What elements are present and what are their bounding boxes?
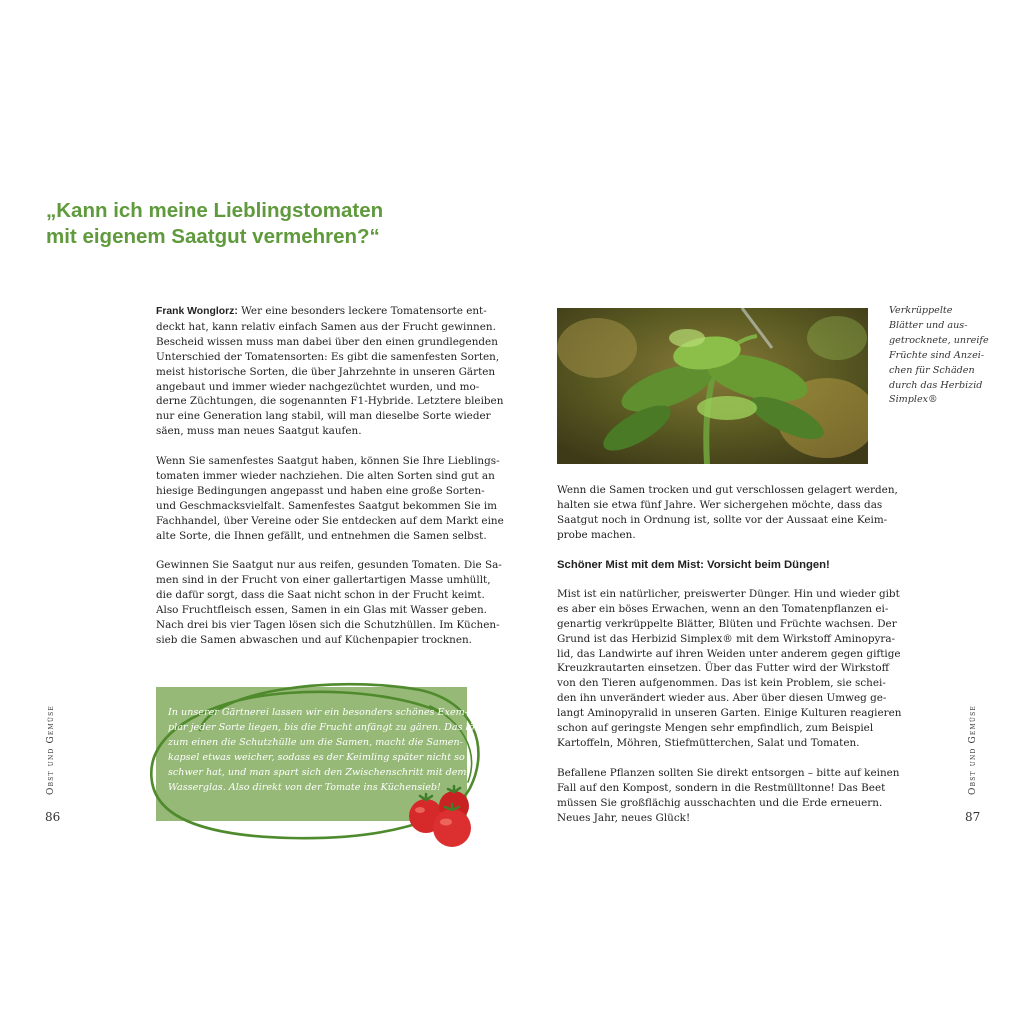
text-line: Gewinnen Sie Saatgut nur aus reifen, gesunden Tomaten. Die Sa- xyxy=(156,559,502,572)
text-line: genartig verkrüppelte Blätter, Blüten und Früchte wachsen. Der xyxy=(557,617,897,630)
text-line: deckt hat, kann relativ einfach Samen aus der Frucht gewinnen. xyxy=(156,320,496,333)
text-line: es aber ein böses Erwachen, wenn an den Tomatenpflanzen ei- xyxy=(557,602,889,615)
text-line: lid, das Landwirte auf ihren Weiden unter anderem gegen giftige xyxy=(557,647,901,660)
text-line: schon auf geringste Mengen sehr empfindlich, zum Beispiel xyxy=(557,722,874,735)
caption-line: Früchte sind Anzei- xyxy=(889,349,985,361)
text-line: angebaut und immer wieder nachgezüchtet wurden, und mo- xyxy=(156,380,480,393)
speaker-name: Frank Wonglorz: xyxy=(156,306,238,317)
paragraph xyxy=(557,587,902,751)
text-line: derne Züchtungen, die sogenannten F1-Hybride. Letztere bleiben xyxy=(156,395,504,408)
caption-line: Verkrüppelte xyxy=(889,305,953,316)
text-line: schwer hat, und man spart sich den Zwischenschritt mit dem xyxy=(168,767,467,779)
text-line: halten sie etwa fünf Jahre. Wer sichergehen möchte, dass das xyxy=(557,498,883,511)
tip-text xyxy=(168,705,484,796)
caption-line: chen für Schäden xyxy=(889,364,975,376)
text-line: müssen Sie großflächig ausschachten und die Erde erneuern. xyxy=(557,796,883,809)
tomato-plant-photo xyxy=(557,308,868,464)
text-line: Unterschied der Tomatensorten: Es gibt die samenfesten Sorten, xyxy=(156,350,500,363)
text-line: meist historische Sorten, die über Jahrzehnte in unseren Gärten xyxy=(156,365,496,378)
caption-line: getrocknete, unreife xyxy=(889,334,989,346)
text-line: probe machen. xyxy=(557,528,636,541)
caption-line: Blätter und aus- xyxy=(889,319,968,331)
title-line: „Kann ich meine Lieblingstomaten xyxy=(46,199,384,222)
text-line: In unserer Gärtnerei lassen wir ein besonders schönes Exem- xyxy=(168,707,468,718)
text-line xyxy=(156,304,487,320)
page-number-left: 86 xyxy=(45,810,61,824)
text-line: Wenn die Samen trocken und gut verschlossen gelagert werden, xyxy=(557,484,898,496)
paragraph xyxy=(156,558,502,647)
page-number-right: 87 xyxy=(965,810,981,824)
paragraph xyxy=(557,483,898,543)
paragraph xyxy=(156,304,504,439)
section-subheading: Schöner Mist mit dem Mist: Vorsicht beim Düngen! xyxy=(557,558,830,571)
text-segment: Wer eine besonders leckere Tomatensorte ent- xyxy=(237,305,487,317)
title-line: mit eigenem Saatgut vermehren?“ xyxy=(46,225,380,248)
text-line: kapsel etwas weicher, sodass es der Keimling später nicht so xyxy=(168,752,465,764)
text-line: Grund ist das Herbizid Simplex® mit dem Wirkstoff Aminopyra- xyxy=(557,632,896,645)
running-header-left: Obst und Gemüse xyxy=(46,705,56,795)
text-line: zum einen die Schutzhülle um die Samen, macht die Samen- xyxy=(168,737,463,749)
tomato-cluster-icon xyxy=(404,784,480,850)
text-line: hiesige Bedingungen angepasst und haben eine große Sorten- xyxy=(156,484,485,497)
text-line: von den Tieren aufgenommen. Das ist kein Problem, sie schei- xyxy=(557,677,886,690)
photo-caption xyxy=(889,304,999,408)
text-line: Wenn Sie samenfestes Saatgut haben, können Sie Ihre Lieblings- xyxy=(156,455,500,468)
text-line: langt Aminopyralid in unseren Garten. Einige Kulturen reagieren xyxy=(557,707,902,720)
paragraph xyxy=(557,766,900,826)
text-line: Fall auf den Kompost, sondern in die Restmülltonne! Das Beet xyxy=(557,781,886,794)
text-line: nur eine Generation lang stabil, will man dieselbe Sorte wieder xyxy=(156,410,491,423)
text-line: alte Sorte, die Ihnen gefällt, und entnehmen die Samen selbst. xyxy=(156,529,487,542)
text-line: den ihn unverändert wieder aus. Aber über diesen Umweg ge- xyxy=(557,692,887,705)
text-line: Bescheid wissen muss man dabei über den einen grundlegenden xyxy=(156,335,498,348)
text-line: Neues Jahr, neues Glück! xyxy=(557,811,691,824)
caption-line: Simplex® xyxy=(889,394,938,406)
text-line: plar jeder Sorte liegen, bis die Frucht anfängt zu gären. Das löst xyxy=(168,722,484,734)
text-line: Fachhandel, über Vereine oder Sie entdecken auf dem Markt eine xyxy=(156,514,504,527)
text-line: Wasserglas. Also direkt von der Tomate ins Küchensieb! xyxy=(168,782,441,794)
text-line: Also Fruchtfleisch essen, Samen in ein Glas mit Wasser geben. xyxy=(156,604,487,617)
text-line: Kreuzkrautarten einsetzen. Über das Futter wird der Wirkstoff xyxy=(557,662,890,675)
text-line: Kartoffeln, Möhren, Stiefmütterchen, Salat und Tomaten. xyxy=(557,736,860,749)
text-line: Befallene Pflanzen sollten Sie direkt entsorgen – bitte auf keinen xyxy=(557,766,900,779)
text-line: Mist ist ein natürlicher, preiswerter Dünger. Hin und wieder gibt xyxy=(557,587,900,600)
text-line: Nach drei bis vier Tagen lösen sich die Schutzhüllen. Im Küchen- xyxy=(156,619,500,631)
text-line: tomaten immer wieder nachziehen. Die alten Sorten sind gut an xyxy=(156,469,495,482)
paragraph xyxy=(156,454,504,543)
text-line: und Geschmacksvielfalt. Samenfestes Saatgut bekommen Sie im xyxy=(156,499,498,512)
page-title xyxy=(46,198,466,250)
text-line: sieb die Samen abwaschen und auf Küchenpapier trocknen. xyxy=(156,633,472,646)
caption-line: durch das Herbizid xyxy=(889,379,983,391)
text-line: men sind in der Frucht von einer gallertartigen Masse umhüllt, xyxy=(156,574,491,587)
text-line: säen, muss man neues Saatgut kaufen. xyxy=(156,425,362,438)
right-text-column xyxy=(557,483,902,840)
running-header-right: Obst und Gemüse xyxy=(968,705,978,795)
left-text-column xyxy=(156,304,504,663)
text-line: die dafür sorgt, dass die Saat nicht schon in der Frucht keimt. xyxy=(156,589,485,602)
text-line: Saatgut noch in Ordnung ist, sollte vor der Aussaat eine Keim- xyxy=(557,513,888,526)
